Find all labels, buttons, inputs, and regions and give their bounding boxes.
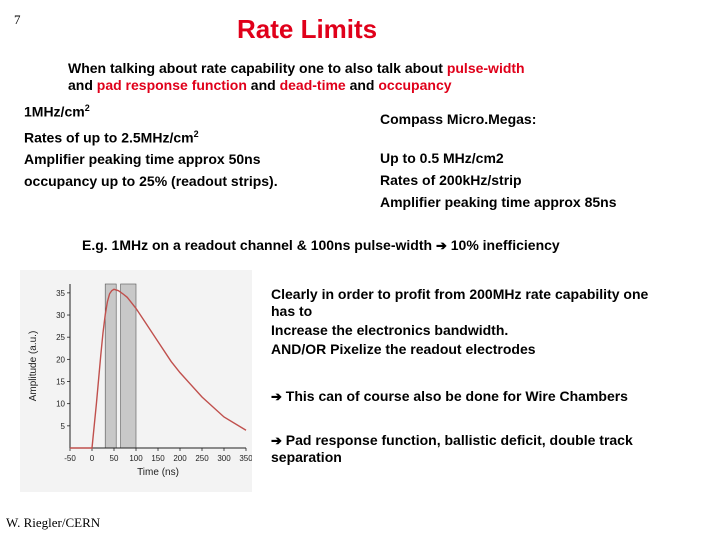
y-tick-label: 15: [56, 377, 65, 387]
example-text: E.g. 1MHz on a readout channel & 100ns pulse-width: [82, 237, 433, 253]
pad-response-line-1: Pad response function, ballistic deficit, double track: [281, 432, 633, 448]
shaded-band-1: [121, 284, 136, 448]
intro-and-1: and: [246, 77, 280, 93]
x-tick-label: 250: [195, 454, 209, 463]
pulse-plot: [20, 270, 252, 492]
slide-number: 7: [14, 12, 21, 27]
intro-line1-text: When talking about rate capability one to also talk about: [68, 60, 447, 76]
y-axis-label: Amplitude (a.u.): [28, 330, 39, 402]
right-arrow-icon: ➔: [271, 433, 282, 448]
wire-chambers-note: [271, 388, 691, 405]
x-axis-label: Time (ns): [137, 467, 179, 478]
intro-line2-text: and: [68, 77, 97, 93]
footer-author: W. Riegler/CERN: [6, 515, 101, 530]
slide-title: Rate Limits: [237, 14, 378, 44]
wire-chambers-text: This can of course also be done for Wire Chambers: [281, 388, 628, 404]
left-column: [24, 97, 364, 192]
example-line: [82, 237, 560, 254]
y-tick-label: 35: [56, 288, 65, 298]
y-tick-label: 25: [56, 333, 65, 343]
x-tick-label: 100: [129, 454, 143, 463]
right-line-3: Amplifier peaking time approx 85ns: [380, 194, 617, 210]
right-column: [380, 108, 710, 213]
right-heading: Compass Micro.Megas:: [380, 111, 537, 127]
x-tick-label: 300: [217, 454, 231, 463]
left-line-4: occupancy up to 25% (readout strips).: [24, 173, 278, 190]
y-tick-label: 5: [60, 421, 65, 431]
left-line-1: $1MHz/cm^2$: [24, 103, 90, 120]
x-tick-label: -50: [64, 454, 76, 463]
x-tick-label: 350: [239, 454, 252, 463]
bandwidth-line-4: AND/OR Pixelize the readout electrodes: [271, 341, 536, 357]
pad-response-note: [271, 432, 691, 466]
example-result: 10% inefficiency: [446, 237, 560, 253]
pulse-curve: [70, 289, 246, 448]
right-arrow-icon: ➔: [271, 389, 282, 404]
x-tick-label: 150: [151, 454, 165, 463]
intro-occupancy: occupancy: [378, 77, 452, 93]
bandwidth-line-3: Increase the electronics bandwidth.: [271, 322, 509, 338]
right-arrow-icon: ➔: [435, 238, 447, 253]
pad-response-line-2: separation: [271, 449, 342, 465]
x-tick-label: 0: [89, 454, 95, 463]
right-line-1: Up to 0.5 MHz/cm2: [380, 150, 504, 166]
right-line-2: Rates of 200kHz/strip: [380, 172, 522, 188]
y-tick-label: 30: [56, 311, 65, 321]
y-tick-label: 20: [56, 355, 65, 365]
bandwidth-paragraph: [271, 286, 691, 358]
intro-and-2: and: [345, 77, 379, 93]
bandwidth-line-1: Clearly in order to profit from 200MHz rate capability one: [271, 286, 649, 302]
x-tick-label: 200: [173, 454, 187, 463]
intro-pad-response: pad response function: [96, 77, 247, 93]
x-tick-label: 50: [109, 454, 119, 463]
left-line-3: Amplifier peaking time approx 50ns: [24, 151, 261, 168]
pulse-plot-svg: [20, 270, 252, 492]
intro-pulse-width: pulse-width: [446, 60, 525, 76]
intro-text: [68, 60, 628, 94]
intro-dead-time: dead-time: [279, 77, 346, 93]
y-tick-label: 10: [56, 399, 65, 409]
bandwidth-line-2: has to: [271, 303, 313, 319]
left-line-2: Rates of up to $2.5MHz/cm^2$: [24, 128, 199, 146]
